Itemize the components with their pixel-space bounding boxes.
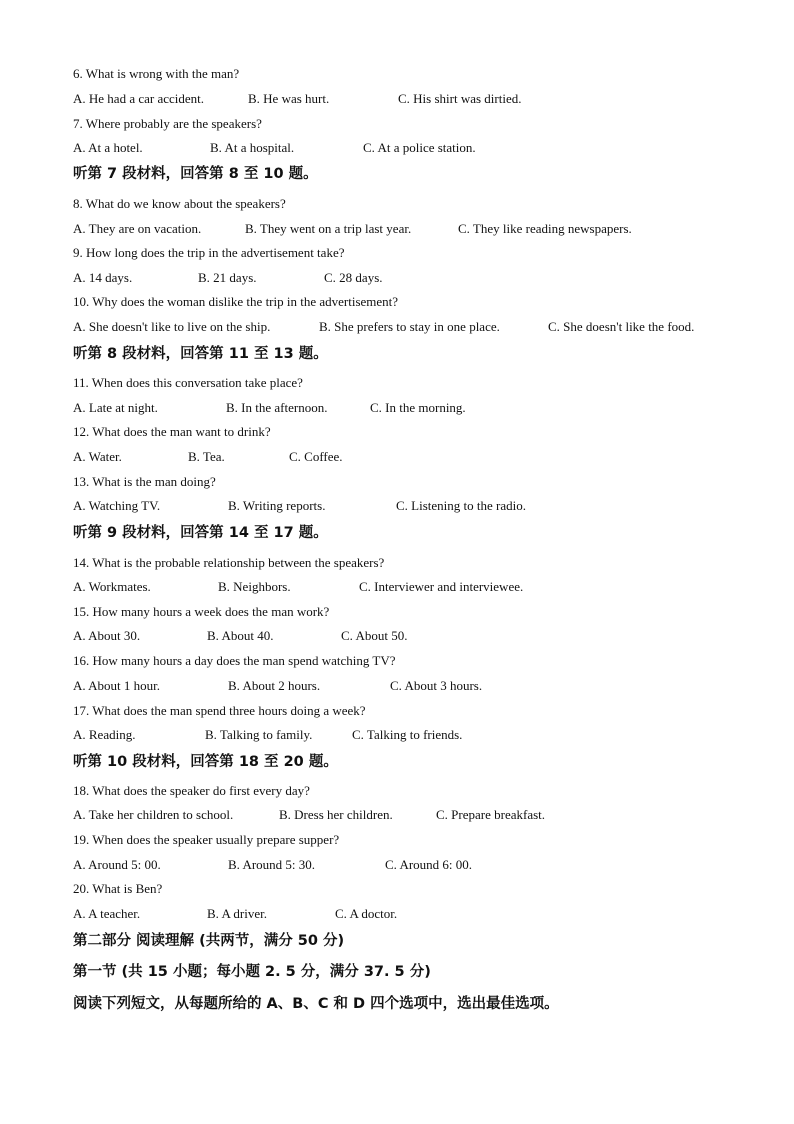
question-19-options bbox=[73, 857, 723, 873]
option-c: C. 28 days. bbox=[324, 270, 383, 285]
question-8-options bbox=[73, 221, 723, 237]
option-c: C. They like reading newspapers. bbox=[458, 221, 632, 236]
question-7: 7. Where probably are the speakers? bbox=[73, 116, 262, 131]
question-20-options bbox=[73, 906, 723, 922]
option-c: C. About 50. bbox=[341, 628, 408, 643]
question-12-options bbox=[73, 449, 723, 465]
option-a: A. She doesn't like to live on the ship. bbox=[73, 319, 271, 334]
option-b: B. Tea. bbox=[188, 449, 225, 464]
question-18-options bbox=[73, 807, 723, 823]
option-a: A. Workmates. bbox=[73, 579, 151, 594]
option-b: B. Talking to family. bbox=[205, 727, 313, 742]
question-12: 12. What does the man want to drink? bbox=[73, 424, 271, 439]
option-c: C. About 3 hours. bbox=[390, 678, 483, 693]
question-9-options bbox=[73, 270, 723, 286]
section-heading-10: 听第 10 段材料，回答第 18 至 20 题。 bbox=[73, 754, 338, 770]
reading-instruction: 阅读下列短文，从每题所给的 A、B、C 和 D 四个选项中，选出最佳选项。 bbox=[73, 996, 559, 1012]
option-b: B. 21 days. bbox=[198, 270, 257, 285]
option-b: B. In the afternoon. bbox=[226, 400, 328, 415]
option-a: A. He had a car accident. bbox=[73, 91, 205, 106]
option-c: C. Prepare breakfast. bbox=[436, 807, 546, 822]
question-6: 6. What is wrong with the man? bbox=[73, 66, 240, 81]
question-15-options bbox=[73, 628, 723, 644]
section-one-title: 第一节 (共 15 小题；每小题 2. 5 分，满分 37. 5 分) bbox=[73, 964, 431, 980]
option-c: C. Coffee. bbox=[289, 449, 343, 464]
option-a: A. About 30. bbox=[73, 628, 141, 643]
option-a: A. 14 days. bbox=[73, 270, 133, 285]
option-a: A. Around 5: 00. bbox=[73, 857, 161, 872]
question-14-options bbox=[73, 579, 723, 595]
option-c: C. Interviewer and interviewee. bbox=[359, 579, 524, 594]
question-6-options bbox=[73, 91, 723, 107]
question-15: 15. How many hours a week does the man work? bbox=[73, 604, 330, 619]
option-a: A. Watching TV. bbox=[73, 498, 161, 513]
question-16: 16. How many hours a day does the man spend watching TV? bbox=[73, 653, 396, 668]
option-a: A. Water. bbox=[73, 449, 122, 464]
question-17: 17. What does the man spend three hours doing a week? bbox=[73, 703, 366, 718]
question-13-options bbox=[73, 498, 723, 514]
option-b: B. Neighbors. bbox=[218, 579, 291, 594]
option-b: B. About 40. bbox=[207, 628, 274, 643]
option-c: C. Listening to the radio. bbox=[396, 498, 526, 513]
question-13: 13. What is the man doing? bbox=[73, 474, 216, 489]
part-two-title: 第二部分 阅读理解 (共两节，满分 50 分) bbox=[73, 933, 345, 949]
question-9: 9. How long does the trip in the advertisement take? bbox=[73, 245, 345, 260]
section-heading-8: 听第 8 段材料，回答第 11 至 13 题。 bbox=[73, 346, 328, 362]
option-b: B. Dress her children. bbox=[279, 807, 393, 822]
question-10: 10. Why does the woman dislike the trip in the advertisement? bbox=[73, 294, 399, 309]
question-14: 14. What is the probable relationship between the speakers? bbox=[73, 555, 385, 570]
question-16-options bbox=[73, 678, 723, 694]
section-heading-9: 听第 9 段材料，回答第 14 至 17 题。 bbox=[73, 525, 328, 541]
question-8: 8. What do we know about the speakers? bbox=[73, 196, 286, 211]
option-c: C. At a police station. bbox=[363, 140, 476, 155]
question-18: 18. What does the speaker do first every day? bbox=[73, 783, 310, 798]
option-b: B. At a hospital. bbox=[210, 140, 295, 155]
option-a: A. At a hotel. bbox=[73, 140, 143, 155]
option-c: C. A doctor. bbox=[335, 906, 398, 921]
option-b: B. She prefers to stay in one place. bbox=[319, 319, 500, 334]
question-17-options bbox=[73, 727, 723, 743]
question-11-options bbox=[73, 400, 723, 416]
question-7-options bbox=[73, 140, 723, 156]
option-b: B. A driver. bbox=[207, 906, 267, 921]
section-heading-7: 听第 7 段材料，回答第 8 至 10 题。 bbox=[73, 166, 318, 182]
question-10-options bbox=[73, 319, 723, 335]
option-b: B. Writing reports. bbox=[228, 498, 326, 513]
question-19: 19. When does the speaker usually prepare supper? bbox=[73, 832, 340, 847]
option-c: C. His shirt was dirtied. bbox=[398, 91, 522, 106]
option-c: C. She doesn't like the food. bbox=[548, 319, 695, 334]
option-a: A. A teacher. bbox=[73, 906, 141, 921]
option-b: B. He was hurt. bbox=[248, 91, 330, 106]
option-b: B. They went on a trip last year. bbox=[245, 221, 412, 236]
option-a: A. About 1 hour. bbox=[73, 678, 161, 693]
question-20: 20. What is Ben? bbox=[73, 881, 163, 896]
option-c: C. In the morning. bbox=[370, 400, 466, 415]
option-a: A. They are on vacation. bbox=[73, 221, 202, 236]
option-a: A. Reading. bbox=[73, 727, 136, 742]
option-b: B. Around 5: 30. bbox=[228, 857, 316, 872]
question-11: 11. When does this conversation take place? bbox=[73, 375, 303, 390]
option-b: B. About 2 hours. bbox=[228, 678, 321, 693]
option-c: C. Around 6: 00. bbox=[385, 857, 473, 872]
option-a: A. Take her children to school. bbox=[73, 807, 234, 822]
option-c: C. Talking to friends. bbox=[352, 727, 463, 742]
option-a: A. Late at night. bbox=[73, 400, 158, 415]
